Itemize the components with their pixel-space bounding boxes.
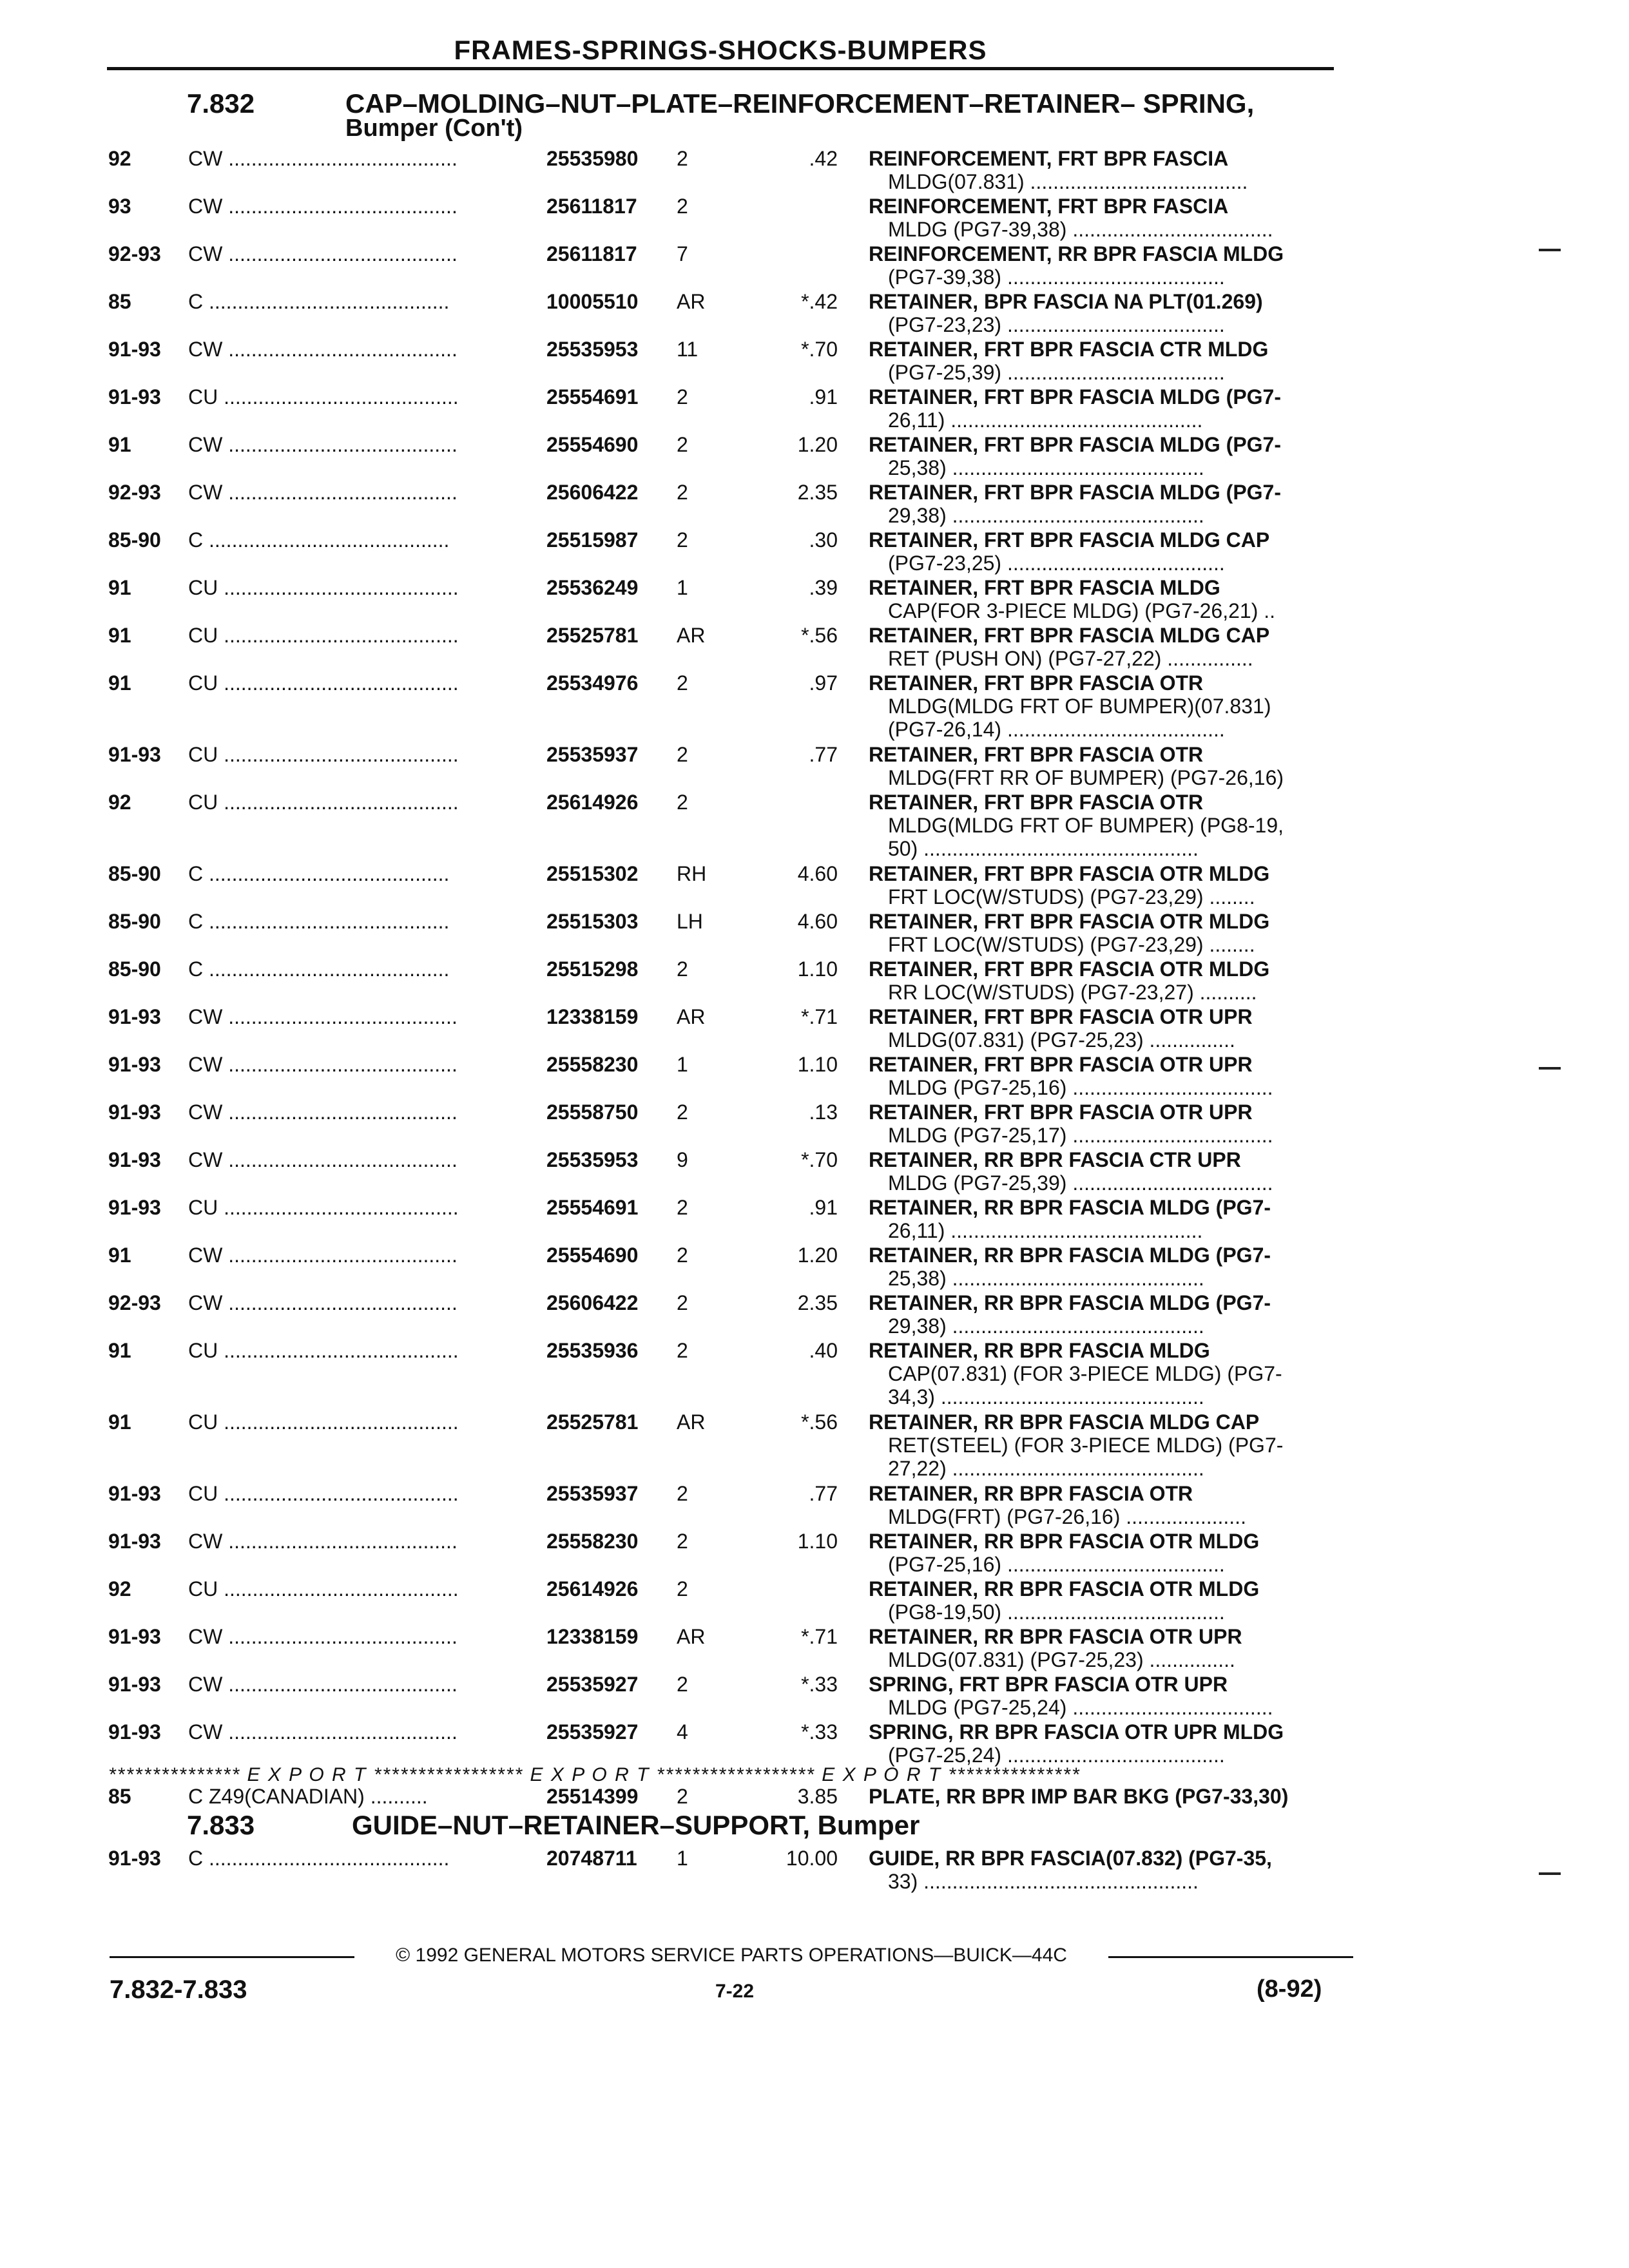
year-cell: 92-93 bbox=[108, 1291, 161, 1314]
description-cell bbox=[869, 1410, 1339, 1480]
description-line: RETAINER, FRT BPR FASCIA OTR UPR bbox=[869, 1100, 1253, 1124]
price-cell: *.42 bbox=[801, 290, 838, 313]
description-cell bbox=[869, 1577, 1339, 1624]
quantity-cell: 4 bbox=[677, 1720, 688, 1744]
description-cell bbox=[869, 481, 1339, 527]
part-number-cell: 25535927 bbox=[546, 1673, 639, 1696]
code-cell: CW ........................................ bbox=[188, 1005, 458, 1028]
part-number-cell: 25535927 bbox=[546, 1720, 639, 1744]
description-line: REINFORCEMENT, RR BPR FASCIA MLDG bbox=[869, 242, 1284, 265]
quantity-cell: 2 bbox=[677, 1196, 688, 1219]
code-cell: C .......................................... bbox=[188, 1847, 450, 1870]
description-line: RETAINER, FRT BPR FASCIA CTR MLDG bbox=[869, 338, 1269, 361]
description-cell bbox=[869, 242, 1339, 289]
price-cell: 4.60 bbox=[797, 910, 838, 933]
description-line: SPRING, FRT BPR FASCIA OTR UPR bbox=[869, 1673, 1228, 1696]
year-cell: 91-93 bbox=[108, 1100, 161, 1124]
description-cell bbox=[869, 1244, 1339, 1290]
price-cell: *.56 bbox=[801, 1410, 838, 1434]
description-cell bbox=[869, 528, 1339, 575]
code-cell: CU ......................................... bbox=[188, 576, 459, 599]
description-line: (PG7-23,23) ...................................... bbox=[888, 313, 1225, 336]
part-number-cell: 25534976 bbox=[546, 671, 639, 695]
footer-section-range: 7.832-7.833 bbox=[110, 1975, 247, 2004]
description-line: 25,38) ............................................ bbox=[888, 1267, 1204, 1290]
year-cell: 91 bbox=[108, 1339, 131, 1362]
section-title: GUIDE–NUT–RETAINER–SUPPORT, Bumper bbox=[352, 1810, 920, 1840]
description-cell bbox=[869, 671, 1339, 741]
description-cell bbox=[869, 1291, 1339, 1338]
year-cell: 91-93 bbox=[108, 338, 161, 361]
quantity-cell: 1 bbox=[677, 1847, 688, 1870]
quantity-cell: 7 bbox=[677, 242, 688, 265]
description-cell bbox=[869, 1005, 1339, 1052]
price-cell: .77 bbox=[809, 743, 838, 766]
description-cell bbox=[869, 1530, 1339, 1576]
price-cell: 1.10 bbox=[797, 1053, 838, 1076]
quantity-cell: 2 bbox=[677, 481, 688, 504]
quantity-cell: LH bbox=[677, 910, 703, 933]
quantity-cell: 2 bbox=[677, 671, 688, 695]
part-number-cell: 25535937 bbox=[546, 743, 639, 766]
year-cell: 91 bbox=[108, 1410, 131, 1434]
code-cell: CW ........................................ bbox=[188, 1673, 458, 1696]
description-line: MLDG (PG7-25,39) ................................... bbox=[888, 1171, 1273, 1195]
year-cell: 92-93 bbox=[108, 481, 161, 504]
quantity-cell: 2 bbox=[677, 1482, 688, 1505]
description-line: FRT LOC(W/STUDS) (PG7-23,29) ........ bbox=[888, 885, 1255, 908]
price-cell: .13 bbox=[809, 1100, 838, 1124]
part-number-cell: 10005510 bbox=[546, 290, 639, 313]
price-cell: *.33 bbox=[801, 1720, 838, 1744]
description-line: 29,38) ............................................ bbox=[888, 1314, 1204, 1338]
year-cell: 91 bbox=[108, 576, 131, 599]
part-number-cell: 25554691 bbox=[546, 385, 639, 408]
price-cell: *.70 bbox=[801, 338, 838, 361]
part-number-cell: 25535937 bbox=[546, 1482, 639, 1505]
section-title: CAP–MOLDING–NUT–PLATE–REINFORCEMENT–RETAINER– SPRING, bbox=[345, 88, 1255, 119]
price-cell: 1.10 bbox=[797, 1530, 838, 1553]
description-line: RETAINER, RR BPR FASCIA MLDG (PG7- bbox=[869, 1244, 1271, 1267]
quantity-cell: 2 bbox=[677, 195, 688, 218]
description-line: RET (PUSH ON) (PG7-27,22) ............... bbox=[888, 647, 1253, 670]
year-cell: 91 bbox=[108, 624, 131, 647]
description-cell bbox=[869, 433, 1339, 479]
year-cell: 85-90 bbox=[108, 528, 161, 552]
part-number-cell: 12338159 bbox=[546, 1005, 639, 1028]
description-line: CAP(FOR 3-PIECE MLDG) (PG7-26,21) .. bbox=[888, 599, 1276, 622]
quantity-cell: 2 bbox=[677, 957, 688, 981]
part-number-cell: 25525781 bbox=[546, 624, 639, 647]
part-number-cell: 25614926 bbox=[546, 791, 639, 814]
description-line: 29,38) ............................................ bbox=[888, 504, 1204, 527]
code-cell: CU ......................................... bbox=[188, 1339, 459, 1362]
section-7-832-heading bbox=[187, 89, 1347, 153]
footer-copyright: © 1992 GENERAL MOTORS SERVICE PARTS OPERATIONS—BUICK—44C bbox=[396, 1945, 1067, 1966]
price-cell: .91 bbox=[809, 1196, 838, 1219]
code-cell: CW ........................................ bbox=[188, 1530, 458, 1553]
code-cell: CW ........................................ bbox=[188, 1720, 458, 1744]
description-line: PLATE, RR BPR IMP BAR BKG (PG7-33,30) bbox=[869, 1785, 1289, 1808]
description-cell bbox=[869, 624, 1339, 670]
page-header-title: FRAMES-SPRINGS-SHOCKS-BUMPERS bbox=[454, 35, 987, 65]
code-cell: CU ......................................... bbox=[188, 1482, 459, 1505]
part-number-cell: 25554690 bbox=[546, 433, 639, 456]
description-cell bbox=[869, 576, 1339, 622]
description-cell bbox=[869, 1673, 1339, 1719]
description-cell bbox=[869, 1625, 1339, 1671]
quantity-cell: 2 bbox=[677, 147, 688, 170]
description-cell bbox=[869, 1100, 1339, 1147]
description-line: RETAINER, RR BPR FASCIA OTR MLDG bbox=[869, 1530, 1260, 1553]
description-line: (PG7-25,24) ...................................... bbox=[888, 1744, 1225, 1767]
quantity-cell: 1 bbox=[677, 1053, 688, 1076]
description-line: MLDG(07.831) (PG7-25,23) ............... bbox=[888, 1648, 1235, 1671]
description-line: (PG7-25,16) ...................................... bbox=[888, 1553, 1225, 1576]
code-cell: CW ........................................ bbox=[188, 1291, 458, 1314]
description-cell bbox=[869, 195, 1339, 241]
description-line: GUIDE, RR BPR FASCIA(07.832) (PG7-35, bbox=[869, 1847, 1272, 1870]
quantity-cell: 2 bbox=[677, 1339, 688, 1362]
code-cell: CW ........................................ bbox=[188, 242, 458, 265]
quantity-cell: 2 bbox=[677, 1291, 688, 1314]
description-line: RETAINER, FRT BPR FASCIA MLDG (PG7- bbox=[869, 481, 1281, 504]
description-line: RETAINER, RR BPR FASCIA MLDG (PG7- bbox=[869, 1196, 1271, 1219]
year-cell: 92 bbox=[108, 1577, 131, 1600]
price-cell: 3.85 bbox=[797, 1785, 838, 1808]
code-cell: CU ......................................... bbox=[188, 791, 459, 814]
description-line: RETAINER, RR BPR FASCIA OTR UPR bbox=[869, 1625, 1242, 1648]
description-line: MLDG(FRT RR OF BUMPER) (PG7-26,16) bbox=[888, 766, 1284, 789]
description-cell bbox=[869, 743, 1339, 789]
code-cell: CW ........................................ bbox=[188, 147, 458, 170]
description-line: RETAINER, FRT BPR FASCIA MLDG bbox=[869, 576, 1220, 599]
price-cell: *.71 bbox=[801, 1625, 838, 1648]
footer-date: (8-92) bbox=[1257, 1975, 1322, 2003]
description-line: FRT LOC(W/STUDS) (PG7-23,29) ........ bbox=[888, 933, 1255, 956]
code-cell: C .......................................... bbox=[188, 290, 450, 313]
year-cell: 92-93 bbox=[108, 242, 161, 265]
price-cell: 1.10 bbox=[797, 957, 838, 981]
description-line: MLDG(FRT) (PG7-26,16) ..................... bbox=[888, 1505, 1246, 1528]
quantity-cell: 2 bbox=[677, 1244, 688, 1267]
description-line: MLDG(MLDG FRT OF BUMPER)(07.831) bbox=[888, 695, 1271, 718]
description-cell bbox=[869, 290, 1339, 336]
code-cell: CW ........................................ bbox=[188, 1625, 458, 1648]
code-cell: CW ........................................ bbox=[188, 1148, 458, 1171]
description-line: (PG7-23,25) ...................................... bbox=[888, 552, 1225, 575]
part-number-cell: 25535953 bbox=[546, 338, 639, 361]
quantity-cell: 2 bbox=[677, 433, 688, 456]
section-number: 7.833 bbox=[187, 1810, 255, 1840]
description-line: RETAINER, RR BPR FASCIA OTR MLDG bbox=[869, 1577, 1260, 1600]
code-cell: CW ........................................ bbox=[188, 1100, 458, 1124]
year-cell: 91-93 bbox=[108, 1530, 161, 1553]
margin-tick-mark bbox=[1539, 1872, 1561, 1875]
description-line: 50) ................................................ bbox=[888, 837, 1199, 860]
footer-rule-right bbox=[1108, 1956, 1353, 1958]
quantity-cell: 1 bbox=[677, 576, 688, 599]
code-cell: CU ......................................... bbox=[188, 1577, 459, 1600]
part-number-cell: 25514399 bbox=[546, 1785, 639, 1808]
price-cell: .30 bbox=[809, 528, 838, 552]
year-cell: 85 bbox=[108, 290, 131, 313]
part-number-cell: 20748711 bbox=[546, 1847, 637, 1870]
code-cell: CW ........................................ bbox=[188, 481, 458, 504]
description-cell bbox=[869, 862, 1339, 908]
year-cell: 91-93 bbox=[108, 1673, 161, 1696]
price-cell: .39 bbox=[809, 576, 838, 599]
year-cell: 85-90 bbox=[108, 957, 161, 981]
code-cell: CW ........................................ bbox=[188, 433, 458, 456]
description-line: RETAINER, FRT BPR FASCIA MLDG CAP bbox=[869, 528, 1270, 552]
part-number-cell: 25536249 bbox=[546, 576, 639, 599]
description-line: REINFORCEMENT, FRT BPR FASCIA bbox=[869, 147, 1229, 170]
description-line: MLDG(07.831) ...................................... bbox=[888, 170, 1248, 193]
part-number-cell: 25606422 bbox=[546, 481, 639, 504]
description-cell bbox=[869, 791, 1339, 860]
description-cell bbox=[869, 1785, 1339, 1808]
part-number-cell: 25554690 bbox=[546, 1244, 639, 1267]
code-cell: CU ......................................... bbox=[188, 1196, 459, 1219]
description-line: MLDG(MLDG FRT OF BUMPER) (PG8-19, bbox=[888, 814, 1284, 837]
part-number-cell: 25515987 bbox=[546, 528, 639, 552]
description-line: RETAINER, RR BPR FASCIA MLDG (PG7- bbox=[869, 1291, 1271, 1314]
description-line: RETAINER, RR BPR FASCIA MLDG bbox=[869, 1339, 1210, 1362]
section-number: 7.832 bbox=[187, 88, 255, 119]
description-cell bbox=[869, 1847, 1339, 1893]
description-line: MLDG (PG7-25,17) ................................... bbox=[888, 1124, 1273, 1147]
year-cell: 91 bbox=[108, 1244, 131, 1267]
quantity-cell: AR bbox=[677, 1410, 706, 1434]
part-number-cell: 25558230 bbox=[546, 1053, 639, 1076]
description-cell bbox=[869, 1339, 1339, 1408]
description-line: RET(STEEL) (FOR 3-PIECE MLDG) (PG7- bbox=[888, 1434, 1284, 1457]
part-number-cell: 25554691 bbox=[546, 1196, 639, 1219]
year-cell: 91-93 bbox=[108, 1847, 161, 1870]
description-line: RETAINER, RR BPR FASCIA CTR UPR bbox=[869, 1148, 1241, 1171]
description-line: RETAINER, FRT BPR FASCIA OTR MLDG bbox=[869, 910, 1270, 933]
quantity-cell: AR bbox=[677, 624, 706, 647]
description-line: RETAINER, FRT BPR FASCIA OTR MLDG bbox=[869, 957, 1270, 981]
code-cell: C .......................................... bbox=[188, 957, 450, 981]
part-number-cell: 25558230 bbox=[546, 1530, 639, 1553]
description-cell bbox=[869, 338, 1339, 384]
year-cell: 85-90 bbox=[108, 910, 161, 933]
quantity-cell: 9 bbox=[677, 1148, 688, 1171]
code-cell: C .......................................... bbox=[188, 862, 450, 885]
code-cell: CU ......................................... bbox=[188, 385, 459, 408]
part-number-cell: 25535936 bbox=[546, 1339, 639, 1362]
price-cell: *.56 bbox=[801, 624, 838, 647]
year-cell: 85 bbox=[108, 1785, 131, 1808]
price-cell: *.33 bbox=[801, 1673, 838, 1696]
quantity-cell: 2 bbox=[677, 1673, 688, 1696]
description-line: SPRING, RR BPR FASCIA OTR UPR MLDG bbox=[869, 1720, 1284, 1744]
description-line: MLDG (PG7-25,24) ................................... bbox=[888, 1696, 1273, 1719]
quantity-cell: 2 bbox=[677, 1785, 688, 1808]
year-cell: 93 bbox=[108, 195, 131, 218]
description-cell bbox=[869, 385, 1339, 432]
year-cell: 91-93 bbox=[108, 1625, 161, 1648]
quantity-cell: 2 bbox=[677, 1577, 688, 1600]
description-line: (PG8-19,50) ...................................... bbox=[888, 1600, 1225, 1624]
price-cell: .97 bbox=[809, 671, 838, 695]
description-line: RETAINER, FRT BPR FASCIA OTR bbox=[869, 671, 1204, 695]
year-cell: 91-93 bbox=[108, 1196, 161, 1219]
description-line: 26,11) ............................................ bbox=[888, 1219, 1203, 1242]
price-cell: 2.35 bbox=[797, 1291, 838, 1314]
description-line: RETAINER, RR BPR FASCIA MLDG CAP bbox=[869, 1410, 1260, 1434]
quantity-cell: RH bbox=[677, 862, 707, 885]
description-line: MLDG(07.831) (PG7-25,23) ............... bbox=[888, 1028, 1235, 1052]
description-line: REINFORCEMENT, FRT BPR FASCIA bbox=[869, 195, 1229, 218]
footer-rule-left bbox=[110, 1956, 354, 1958]
part-number-cell: 12338159 bbox=[546, 1625, 639, 1648]
code-cell: CW ........................................ bbox=[188, 1053, 458, 1076]
section-7-833-heading bbox=[187, 1811, 1347, 1843]
description-line: RETAINER, BPR FASCIA NA PLT(01.269) bbox=[869, 290, 1263, 313]
quantity-cell: AR bbox=[677, 1625, 706, 1648]
description-line: 26,11) ............................................ bbox=[888, 408, 1203, 432]
description-cell bbox=[869, 1053, 1339, 1099]
year-cell: 91-93 bbox=[108, 385, 161, 408]
description-line: 25,38) ............................................ bbox=[888, 456, 1204, 479]
code-cell: CU ......................................... bbox=[188, 624, 459, 647]
price-cell: .77 bbox=[809, 1482, 838, 1505]
footer-page-number: 7-22 bbox=[715, 1981, 755, 2002]
description-cell bbox=[869, 910, 1339, 956]
description-line: (PG7-25,39) ...................................... bbox=[888, 361, 1225, 384]
description-line: RETAINER, RR BPR FASCIA OTR bbox=[869, 1482, 1193, 1505]
description-line: 33) ................................................ bbox=[888, 1870, 1199, 1893]
description-cell bbox=[869, 147, 1339, 193]
year-cell: 91-93 bbox=[108, 743, 161, 766]
description-line: (PG7-26,14) ...................................... bbox=[888, 718, 1225, 741]
quantity-cell: 2 bbox=[677, 385, 688, 408]
description-line: MLDG (PG7-25,16) ................................... bbox=[888, 1076, 1273, 1099]
year-cell: 92 bbox=[108, 147, 131, 170]
year-cell: 91-93 bbox=[108, 1720, 161, 1744]
description-line: RETAINER, FRT BPR FASCIA MLDG (PG7- bbox=[869, 385, 1281, 408]
quantity-cell: 2 bbox=[677, 1100, 688, 1124]
year-cell: 85-90 bbox=[108, 862, 161, 885]
year-cell: 91-93 bbox=[108, 1005, 161, 1028]
code-cell: C Z49(CANADIAN) .......... bbox=[188, 1785, 428, 1808]
code-cell: C .......................................... bbox=[188, 910, 450, 933]
code-cell: CU ......................................... bbox=[188, 743, 459, 766]
code-cell: CW ........................................ bbox=[188, 195, 458, 218]
price-cell: *.71 bbox=[801, 1005, 838, 1028]
description-cell bbox=[869, 1196, 1339, 1242]
part-number-cell: 25558750 bbox=[546, 1100, 639, 1124]
price-cell: 1.20 bbox=[797, 1244, 838, 1267]
description-line: RETAINER, FRT BPR FASCIA MLDG (PG7- bbox=[869, 433, 1281, 456]
description-line: RETAINER, FRT BPR FASCIA OTR UPR bbox=[869, 1005, 1253, 1028]
export-separator: *************** E X P O R T ***************** E X P O R T ****************** E X P O R T *************** bbox=[108, 1764, 1081, 1785]
price-cell: 1.20 bbox=[797, 433, 838, 456]
part-number-cell: 25606422 bbox=[546, 1291, 639, 1314]
part-number-cell: 25611817 bbox=[546, 242, 637, 265]
description-line: (PG7-39,38) ...................................... bbox=[888, 265, 1225, 289]
quantity-cell: 2 bbox=[677, 743, 688, 766]
margin-tick-mark bbox=[1539, 1067, 1561, 1070]
quantity-cell: AR bbox=[677, 290, 706, 313]
description-line: RETAINER, FRT BPR FASCIA OTR bbox=[869, 743, 1204, 766]
description-line: RETAINER, FRT BPR FASCIA OTR UPR bbox=[869, 1053, 1253, 1076]
year-cell: 91-93 bbox=[108, 1482, 161, 1505]
year-cell: 91 bbox=[108, 433, 131, 456]
description-line: 27,22) ............................................ bbox=[888, 1457, 1204, 1480]
quantity-cell: 2 bbox=[677, 791, 688, 814]
part-number-cell: 25611817 bbox=[546, 195, 637, 218]
description-cell bbox=[869, 1148, 1339, 1195]
quantity-cell: 2 bbox=[677, 528, 688, 552]
quantity-cell: 2 bbox=[677, 1530, 688, 1553]
description-line: RETAINER, FRT BPR FASCIA MLDG CAP bbox=[869, 624, 1270, 647]
description-line: RR LOC(W/STUDS) (PG7-23,27) .......... bbox=[888, 981, 1257, 1004]
code-cell: CU ......................................... bbox=[188, 671, 459, 695]
code-cell: C .......................................... bbox=[188, 528, 450, 552]
part-number-cell: 25515303 bbox=[546, 910, 639, 933]
part-number-cell: 25614926 bbox=[546, 1577, 639, 1600]
description-line: MLDG (PG7-39,38) ................................... bbox=[888, 218, 1273, 241]
code-cell: CW ........................................ bbox=[188, 1244, 458, 1267]
part-number-cell: 25515298 bbox=[546, 957, 639, 981]
quantity-cell: AR bbox=[677, 1005, 706, 1028]
quantity-cell: 11 bbox=[677, 338, 699, 361]
description-line: CAP(07.831) (FOR 3-PIECE MLDG) (PG7- bbox=[888, 1362, 1282, 1385]
price-cell: 2.35 bbox=[797, 481, 838, 504]
year-cell: 91-93 bbox=[108, 1053, 161, 1076]
price-cell: .91 bbox=[809, 385, 838, 408]
description-line: RETAINER, FRT BPR FASCIA OTR MLDG bbox=[869, 862, 1270, 885]
margin-tick-mark bbox=[1539, 249, 1561, 251]
description-line: RETAINER, FRT BPR FASCIA OTR bbox=[869, 791, 1204, 814]
part-number-cell: 25535980 bbox=[546, 147, 639, 170]
description-cell bbox=[869, 1720, 1339, 1767]
description-cell bbox=[869, 1482, 1339, 1528]
description-line: 34,3) .............................................. bbox=[888, 1385, 1204, 1408]
part-number-cell: 25525781 bbox=[546, 1410, 639, 1434]
price-cell: 4.60 bbox=[797, 862, 838, 885]
price-cell: .42 bbox=[809, 147, 838, 170]
part-number-cell: 25515302 bbox=[546, 862, 639, 885]
price-cell: .40 bbox=[809, 1339, 838, 1362]
section-subtitle: Bumper (Con't) bbox=[345, 115, 523, 142]
code-cell: CU ......................................... bbox=[188, 1410, 459, 1434]
year-cell: 91 bbox=[108, 671, 131, 695]
price-cell: *.70 bbox=[801, 1148, 838, 1171]
price-cell: 10.00 bbox=[786, 1847, 838, 1870]
header-rule bbox=[107, 67, 1334, 70]
year-cell: 92 bbox=[108, 791, 131, 814]
code-cell: CW ........................................ bbox=[188, 338, 458, 361]
part-number-cell: 25535953 bbox=[546, 1148, 639, 1171]
year-cell: 91-93 bbox=[108, 1148, 161, 1171]
description-cell bbox=[869, 957, 1339, 1004]
